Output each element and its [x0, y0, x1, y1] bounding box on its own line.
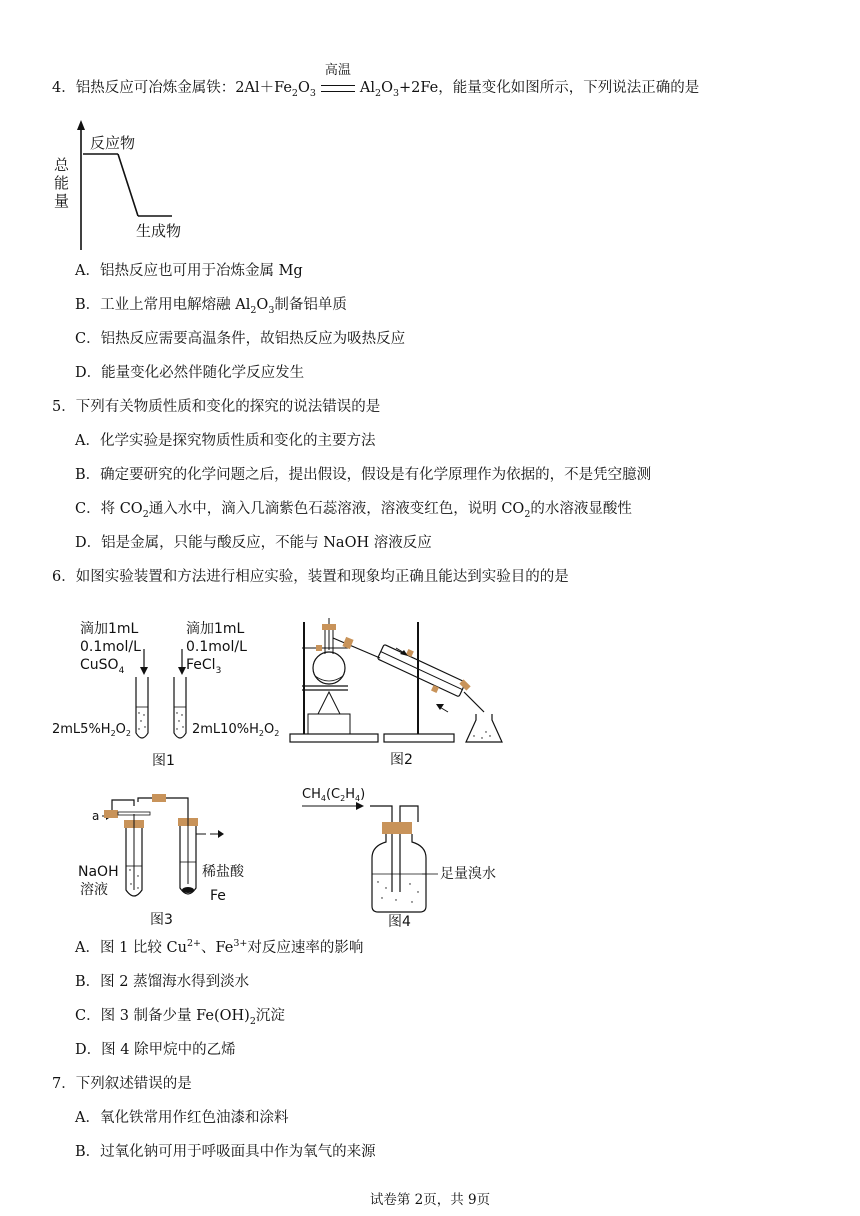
figure-1-test-tubes [48, 615, 288, 775]
eq-arrow [320, 63, 356, 98]
eq-o: O [381, 80, 393, 96]
q4-option-a[interactable]: A．铝热反应也可用于冶炼金属 Mg [75, 263, 303, 279]
q4-stem-prefix: 4．铝热反应可冶炼金属铁： [52, 80, 236, 96]
energy-axis-arrow [77, 120, 85, 130]
fig4-caption: 图4 [388, 914, 411, 930]
fig1-right-label-1: 滴加1mL [186, 621, 245, 637]
energy-axis-label-3: 量 [54, 192, 70, 210]
fig1-right-tube [174, 677, 186, 738]
distillation-flask [313, 652, 345, 684]
question-7-stem: 7．下列叙述错误的是 [52, 1076, 192, 1092]
energy-diagram [50, 118, 210, 254]
fig4-stopper [382, 822, 412, 834]
q5-c-text: 的水溶液显酸性 [530, 501, 632, 517]
fig3-naoh-label: NaOH [78, 864, 119, 880]
q6-a-sup: 3+ [233, 938, 248, 950]
fig1-caption: 图1 [152, 753, 175, 769]
fig1-right-label-3: FeCl$_3$ [186, 657, 222, 676]
product-label: 生成物 [136, 222, 182, 240]
fig3-solution-label: 溶液 [80, 882, 108, 898]
condenser [375, 639, 468, 702]
eq-al: Al [359, 80, 376, 96]
q6-a-text: 对反应速率的影响 [247, 940, 364, 956]
q6-a-text: A．图 1 比较 Cu [75, 940, 187, 956]
eq-right: +2Fe [399, 80, 439, 96]
q6-option-c[interactable] [75, 1006, 285, 1026]
reactant-label: 反应物 [90, 134, 136, 152]
q5-c-text: 通入水中，滴入几滴紫色石蕊溶液，溶液变红色，说明 CO [148, 501, 525, 517]
fig3-caption: 图3 [150, 912, 173, 928]
fig1-left-label-3: CuSO$_4$ [80, 657, 125, 676]
q7-option-b[interactable]: B．过氧化钠可用于呼吸面具中作为氧气的来源 [75, 1144, 376, 1160]
energy-axis-label-1: 总 [54, 156, 70, 174]
fig1-left-label-1: 滴加1mL [80, 621, 139, 637]
q4-b-sub: 2 [250, 304, 257, 316]
q4-b-sub: 3 [268, 304, 275, 316]
fig3-inlet-label: a [92, 809, 100, 823]
page-footer: 试卷第 2页，共 9页 [369, 1192, 491, 1208]
q4-equation: $2Al+Fe_2O_3$ 高温 $Al_2O_3+2Fe$ [235, 63, 439, 99]
fig4-gas-label: $CH_4(C_2H_4)$ [302, 787, 366, 803]
q6-c-sub: 2 [249, 1015, 256, 1027]
fig1-right-arrow [178, 667, 186, 675]
q6-option-b[interactable]: B．图 2 蒸馏海水得到淡水 [75, 974, 250, 990]
q5-c-text: C．将 CO [75, 501, 143, 517]
q5-c-sub: 2 [142, 508, 149, 520]
question-6-stem: 6．如图实验装置和方法进行相应实验，装置和现象均正确且能达到实验目的的是 [52, 569, 569, 585]
q6-option-d[interactable]: D．图 4 除甲烷中的乙烯 [75, 1042, 236, 1058]
energy-axis-label-2: 能 [54, 174, 70, 192]
figure-3-apparatus [78, 790, 258, 932]
q6-option-a[interactable] [75, 938, 363, 958]
figure-4-gas-washing [296, 782, 506, 932]
q4-b-text: O [256, 297, 269, 313]
figure-2-distillation [288, 618, 510, 776]
q5-option-b[interactable]: B．确定要研究的化学问题之后，提出假设，假设是有化学原理作为依据的，不是凭空臆测 [75, 467, 652, 483]
q4-stem-suffix: ，能量变化如图所示，下列说法正确的是 [438, 80, 700, 96]
eq-sub: 2 [375, 87, 382, 99]
fig1-right-solution: $2mL10\%H_2O_2$ [192, 722, 280, 738]
fig4-bottle [372, 834, 426, 912]
fig1-left-label-2: 0.1mol/L [80, 639, 141, 655]
q4-b-text: B．工业上常用电解熔融 Al [75, 297, 251, 313]
fig3-fe-label: Fe [210, 888, 226, 904]
fig3-acid-label: 稀盐酸 [202, 864, 244, 880]
q6-a-text: 、Fe [200, 940, 234, 956]
fig1-right-label-2: 0.1mol/L [186, 639, 247, 655]
q5-c-sub: 2 [524, 508, 531, 520]
q5-option-c[interactable] [75, 499, 632, 519]
q6-c-text: 沉淀 [255, 1008, 285, 1024]
eq-sub: 3 [309, 87, 316, 99]
question-5-stem: 5．下列有关物质性质和变化的探究的说法错误的是 [52, 399, 381, 415]
q4-option-d[interactable]: D．能量变化必然伴随化学反应发生 [75, 365, 305, 381]
fig1-left-arrow [140, 667, 148, 675]
q4-option-b[interactable] [75, 295, 347, 315]
q5-option-d[interactable]: D．铝是金属，只能与酸反应，不能与 NaOH 溶液反应 [75, 535, 432, 551]
receiving-flask [466, 714, 502, 742]
energy-drop [118, 154, 138, 216]
q6-c-text: C．图 3 制备少量 Fe(OH) [75, 1008, 250, 1024]
q7-option-a[interactable]: A．氧化铁常用作红色油漆和涂料 [75, 1110, 289, 1126]
fig1-left-tube [136, 677, 148, 738]
eq-sub: 2 [291, 87, 298, 99]
eq-sub: 3 [392, 87, 399, 99]
q4-b-text: 制备铝单质 [274, 297, 347, 313]
q4-option-c[interactable]: C．铝热反应需要高温条件，故铝热反应为吸热反应 [75, 331, 406, 347]
fig1-left-solution: $2mL5\%H_2O_2$ [52, 722, 131, 738]
fig2-caption: 图2 [390, 752, 413, 768]
eq-left: 2Al＋Fe [235, 80, 292, 96]
q5-option-a[interactable]: A．化学实验是探究物质性质和变化的主要方法 [75, 433, 376, 449]
q6-a-sup: 2+ [186, 938, 201, 950]
eq-condition: 高温 [324, 63, 351, 78]
flask-stopper [322, 624, 336, 630]
question-4-stem [52, 63, 700, 99]
fig4-water-label: 足量溴水 [440, 866, 496, 882]
